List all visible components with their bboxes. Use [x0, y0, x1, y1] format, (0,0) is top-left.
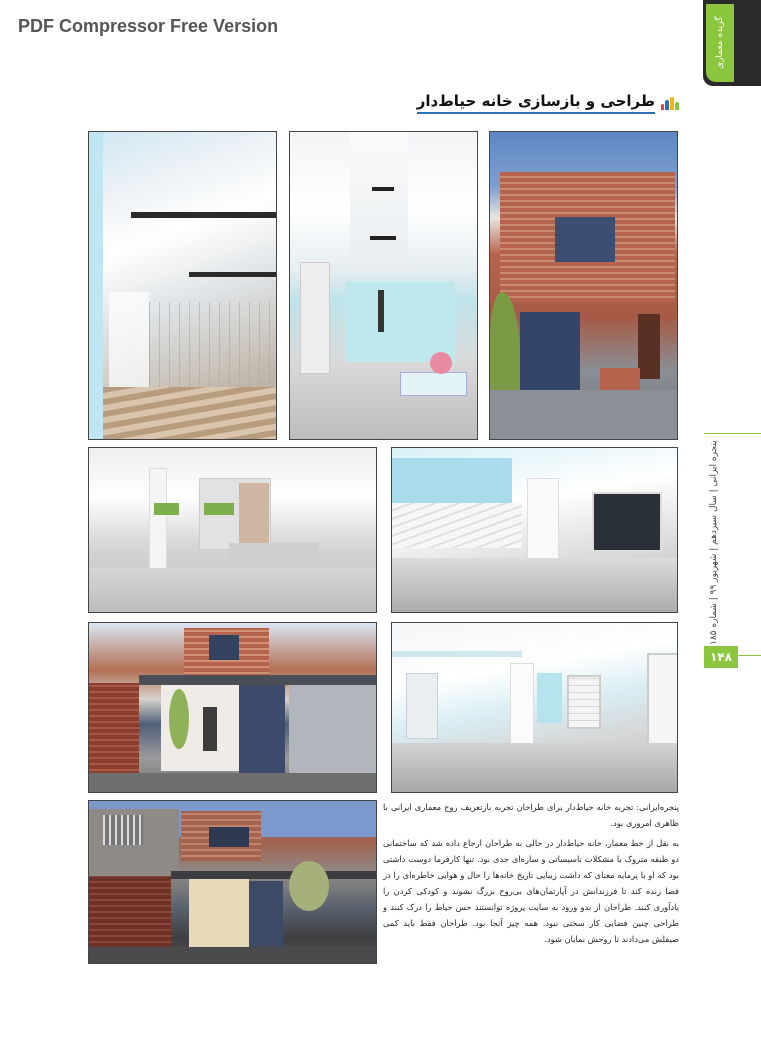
photo-exterior-dusk — [88, 800, 377, 964]
page-number: ۱۴۸ — [704, 646, 738, 668]
photo-interior-stair-void — [88, 131, 277, 440]
page-title: طراحی و بازسازی خانه حیاط‌دار — [417, 92, 655, 114]
article-paragraph: پنجره‌ایرانی: تجربه خانه حیاط‌دار برای طراحان تجربه بازتعریف روح معماری ایرانی با ظاهری امروزی بود. — [383, 802, 679, 828]
side-banner: پنجره ایرانی | سال سیزدهم | شهریور ۹۹ | شماره ۱۸۵ — [709, 440, 719, 645]
section-tab-label: گزیده معماری — [715, 16, 725, 70]
page-title-block — [417, 92, 679, 114]
side-divider-top — [704, 433, 761, 434]
bars-icon — [661, 96, 679, 110]
photo-interior-blue-stair — [391, 447, 678, 613]
article-paragraph: به نقل از خط معمار، خانه حیاط‌دار در حالی به طراحان ارجاع داده شد که ساختمانی دو طبقه متروک با مشکلات تاسیساتی و سازه‌ای جدی بود. تنها کارفرما دوست داشتی بود که او با پرمایه معنای که داشت زیبایی تاریخ خانه‌ها را حال و هوایی خاطره‌ای را در فضا زنده کند تا فرزندانش در آپارتمان‌های بی‌روح بزرگ نشوند و کودکی کردن را یادآوری کنند. طراحان از بدو ورود به سایت پروژه توانستند حس حیاط را درک کنند و طراحی چنین فضایی کار سختی نبود. همه چیز آنجا بود. طراحان فقط باید کمی صیقلش می‌دادند تا روحش نمایان شود. — [383, 838, 679, 944]
photo-skylight-hall — [289, 131, 478, 440]
photo-interior-bedroom — [88, 447, 377, 613]
photo-interior-open-plan — [391, 622, 678, 793]
photo-street-entrance — [88, 622, 377, 793]
photo-brick-facade — [489, 131, 678, 440]
watermark-text: PDF Compressor Free Version — [18, 16, 279, 36]
article-body — [383, 799, 679, 951]
